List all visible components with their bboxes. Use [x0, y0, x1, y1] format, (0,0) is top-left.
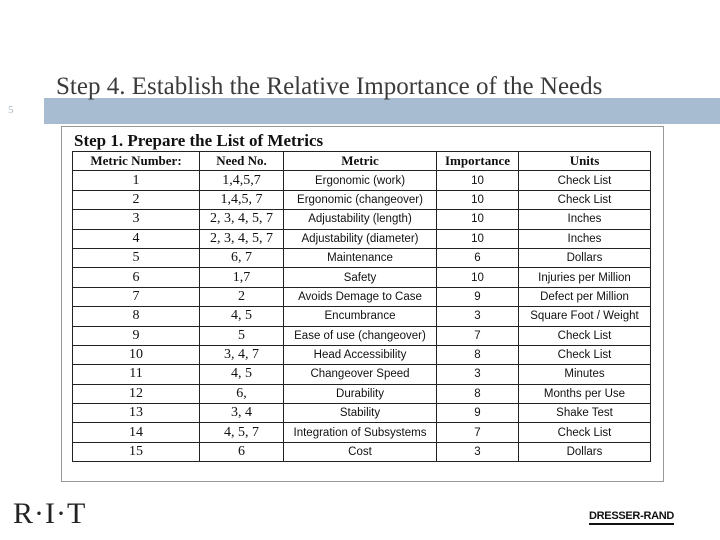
cell-need-no: 6	[200, 442, 284, 461]
cell-metric-number: 2	[73, 190, 200, 209]
cell-metric-number: 15	[73, 442, 200, 461]
table-row	[73, 326, 651, 345]
cell-metric: Cost	[284, 442, 437, 461]
cell-metric-number: 8	[73, 307, 200, 326]
cell-units: Check List	[519, 345, 651, 364]
cell-metric-number: 5	[73, 248, 200, 267]
table-row	[73, 287, 651, 306]
cell-importance: 8	[437, 345, 519, 364]
metrics-table	[72, 151, 651, 462]
table-row	[73, 171, 651, 190]
table-row	[73, 345, 651, 364]
cell-metric: Adjustability (diameter)	[284, 229, 437, 248]
cell-need-no: 2, 3, 4, 5, 7	[200, 229, 284, 248]
table-row	[73, 384, 651, 403]
cell-units: Check List	[519, 190, 651, 209]
cell-metric-number: 12	[73, 384, 200, 403]
cell-units: Square Foot / Weight	[519, 307, 651, 326]
cell-need-no: 6,	[200, 384, 284, 403]
cell-importance: 7	[437, 326, 519, 345]
cell-metric: Safety	[284, 268, 437, 287]
cell-metric-number: 14	[73, 423, 200, 442]
table-subtitle: Step 1. Prepare the List of Metrics	[74, 131, 324, 150]
cell-metric: Adjustability (length)	[284, 210, 437, 229]
table-row	[73, 190, 651, 209]
cell-units: Defect per Million	[519, 287, 651, 306]
cell-units: Check List	[519, 423, 651, 442]
cell-units: Months per Use	[519, 384, 651, 403]
cell-need-no: 2	[200, 287, 284, 306]
cell-metric: Integration of Subsystems	[284, 423, 437, 442]
cell-need-no: 4, 5	[200, 365, 284, 384]
cell-need-no: 4, 5	[200, 307, 284, 326]
table-row	[73, 210, 651, 229]
cell-need-no: 1,4,5,7	[200, 171, 284, 190]
cell-units: Minutes	[519, 365, 651, 384]
table-body	[73, 171, 651, 462]
cell-need-no: 3, 4	[200, 404, 284, 423]
cell-need-no: 4, 5, 7	[200, 423, 284, 442]
cell-importance: 3	[437, 442, 519, 461]
table-row	[73, 365, 651, 384]
table-header-row	[73, 152, 651, 171]
cell-metric-number: 6	[73, 268, 200, 287]
cell-units: Inches	[519, 210, 651, 229]
cell-metric-number: 10	[73, 345, 200, 364]
cell-importance: 8	[437, 384, 519, 403]
cell-need-no: 3, 4, 7	[200, 345, 284, 364]
cell-importance: 7	[437, 423, 519, 442]
table-row	[73, 442, 651, 461]
slide-number-box	[0, 98, 45, 124]
cell-importance: 6	[437, 248, 519, 267]
table-row	[73, 248, 651, 267]
dresser-rand-logo: DRESSER-RAND	[589, 510, 674, 525]
cell-metric-number: 9	[73, 326, 200, 345]
cell-metric: Stability	[284, 404, 437, 423]
cell-need-no: 6, 7	[200, 248, 284, 267]
cell-metric-number: 1	[73, 171, 200, 190]
cell-units: Injuries per Million	[519, 268, 651, 287]
slide-title: Step 4. Establish the Relative Importance of the Needs	[56, 73, 603, 100]
table-row	[73, 229, 651, 248]
table-row	[73, 268, 651, 287]
cell-units: Shake Test	[519, 404, 651, 423]
cell-importance: 10	[437, 268, 519, 287]
cell-need-no: 1,4,5, 7	[200, 190, 284, 209]
cell-metric-number: 7	[73, 287, 200, 306]
cell-metric-number: 4	[73, 229, 200, 248]
cell-metric: Encumbrance	[284, 307, 437, 326]
header-units: Units	[519, 152, 651, 171]
header-metric-number: Metric Number:	[73, 152, 200, 171]
cell-units: Dollars	[519, 248, 651, 267]
cell-metric-number: 13	[73, 404, 200, 423]
cell-units: Inches	[519, 229, 651, 248]
table-row	[73, 423, 651, 442]
cell-metric: Avoids Demage to Case	[284, 287, 437, 306]
cell-metric: Head Accessibility	[284, 345, 437, 364]
cell-units: Dollars	[519, 442, 651, 461]
cell-importance: 3	[437, 307, 519, 326]
cell-units: Check List	[519, 326, 651, 345]
cell-metric-number: 3	[73, 210, 200, 229]
cell-need-no: 1,7	[200, 268, 284, 287]
cell-importance: 10	[437, 210, 519, 229]
header-need-no: Need No.	[200, 152, 284, 171]
table-row	[73, 404, 651, 423]
cell-metric: Changeover Speed	[284, 365, 437, 384]
cell-importance: 9	[437, 287, 519, 306]
slide-number: 5	[8, 104, 14, 116]
cell-importance: 3	[437, 365, 519, 384]
cell-metric: Durability	[284, 384, 437, 403]
cell-metric: Ergonomic (changeover)	[284, 190, 437, 209]
cell-importance: 9	[437, 404, 519, 423]
cell-importance: 10	[437, 229, 519, 248]
cell-units: Check List	[519, 171, 651, 190]
cell-metric: Ease of use (changeover)	[284, 326, 437, 345]
title-bar	[44, 98, 720, 124]
cell-metric-number: 11	[73, 365, 200, 384]
rit-logo: R·I·T	[13, 497, 87, 530]
cell-metric: Maintenance	[284, 248, 437, 267]
header-importance: Importance	[437, 152, 519, 171]
cell-importance: 10	[437, 190, 519, 209]
cell-need-no: 5	[200, 326, 284, 345]
table-row	[73, 307, 651, 326]
header-metric: Metric	[284, 152, 437, 171]
cell-need-no: 2, 3, 4, 5, 7	[200, 210, 284, 229]
cell-metric: Ergonomic (work)	[284, 171, 437, 190]
cell-importance: 10	[437, 171, 519, 190]
